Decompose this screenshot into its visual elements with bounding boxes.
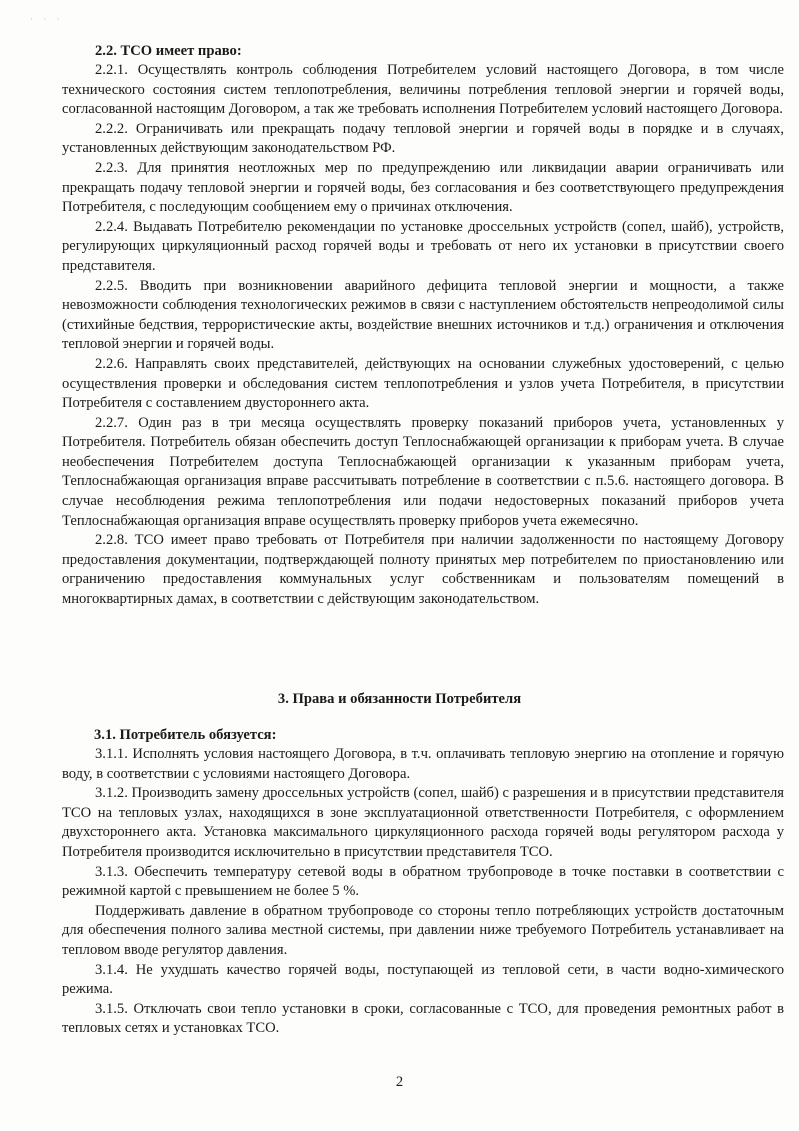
scan-artifact: · · · [30, 14, 64, 24]
section-heading-3: 3. Права и обязанности Потребителя [277, 691, 522, 707]
section-3-1-body [62, 745, 784, 1039]
paragraph-2-2-4: 2.2.4. Выдавать Потребителю рекомендации по установке дроссельных устройств (сопел, шайб), устройств, регулирующих циркуляционный расход горячей воды и требовать от него их установки в присутствии своего представителя. [62, 218, 784, 274]
paragraph-3-1-1: 3.1.1. Исполнять условия настоящего Договора, в т.ч. оплачивать тепловую энергию на отопление и горячую воду, в соответствии с условиями настоящего Договора. [62, 746, 784, 782]
paragraph-3-1-3: 3.1.3. Обеспечить температуру сетевой воды в обратном трубопроводе в точке поставки в соответствии с режимной картой с превышением не более 5 %. [62, 863, 784, 900]
section-2-2-body [62, 61, 784, 610]
paragraph-3-1-5: 3.1.5. Отключать свои тепло установки в сроки, согласованные с ТСО, для проведения ремонтных работ в тепловых сетях и установках ТСО. [62, 1000, 784, 1037]
paragraph-2-2-3: 2.2.3. Для принятия неотложных мер по предупреждению или ликвидации аварии ограничивать или прекращать подачу тепловой энергии и горячей воды, без согласования и без соответствующего предупреждения Потребителя, с последующим сообщением ему о причинах отключения. [62, 159, 784, 216]
paragraph-2-2-1: 2.2.1. Осуществлять контроль соблюдения Потребителем условий настоящего Договора, в том числе технического состояния систем теплопотребления, величины потребления тепловой энергии и горячей воды, согласованной настоящим Договором, а так же требовать исполнения Потребителем условий настоящего Договора. [62, 62, 784, 118]
section-heading-3-1: 3.1. Потребитель обязуется: [94, 727, 277, 743]
paragraph-2-2-2: 2.2.2. Ограничивать или прекращать подачу тепловой энергии и горячей воды в порядке и в случаях, установленных действующим законодательством РФ. [62, 120, 784, 157]
paragraph-3-1-3-pressure: Поддерживать давление в обратном трубопроводе со стороны тепло потребляющих устройств достаточным для обеспечения полного залива местной системы, при давлении ниже требуемого Потребитель устанавливает на тепловом вводе регулятор давления. [62, 902, 784, 958]
paragraph-2-2-7: 2.2.7. Один раз в три месяца осуществлять проверку показаний приборов учета, установленных у Потребителя. Потребитель обязан обеспечить доступ Теплоснабжающей организации к приборам учета. В случае необеспечения Потребителем доступа Теплоснабжающей организации к указанным приборам учета, Теплоснабжающая организация вправе рассчитывать потребление в соответствии с п.5.6. настоящего договора. В случае несоблюдения режима теплопотребления или подачи недостоверных показаний приборов учета Теплоснабжающая организация вправе осуществлять проверку приборов учета ежемесячно. [62, 414, 784, 529]
paragraph-2-2-6: 2.2.6. Направлять своих представителей, действующих на основании служебных удостоверений, с целью осуществления проверки и обследования систем теплопотребления и узлов учета Потребителя, в присутствии Потребителя с составлением двустороннего акта. [62, 355, 784, 412]
section-heading-2-2: 2.2. ТСО имеет право: [95, 43, 242, 59]
paragraph-2-2-8: 2.2.8. ТСО имеет право требовать от Потребителя при наличии задолженности по настоящему Договору предоставления документации, подтверждающей полноту принятых мер потребителем по приостановлению или ограничению предоставления коммунальных услуг собственникам и пользователям помещений в многоквартирных дамах, в соответствии с действующим законодательством. [62, 532, 784, 608]
paragraph-3-1-4: 3.1.4. Не ухудшать качество горячей воды, поступающей из тепловой сети, в части водно-химического режима. [62, 961, 784, 998]
paragraph-3-1-2: 3.1.2. Производить замену дроссельных устройств (сопел, шайб) с разрешения и в присутствии представителя ТСО на тепловых узлах, находящихся в зоне эксплуатационной ответственности Потребителя, с оформлением двухстороннего акта. Установка максимального циркуляционного расхода горячей воды регулятором расхода у Потребителя производится исключительно в присутствии представителя ТСО. [62, 785, 784, 860]
page-number: 2 [395, 1074, 404, 1090]
paragraph-2-2-5: 2.2.5. Вводить при возникновении аварийного дефицита тепловой энергии и мощности, а также невозможности соблюдения технологических режимов в связи с наступлением обстоятельств непреодолимой силы (стихийные бедствия, террористические акты, воздействие внешних источников и т.д.) ограничения и отключения тепловой энергии и горячей воды. [62, 277, 784, 353]
